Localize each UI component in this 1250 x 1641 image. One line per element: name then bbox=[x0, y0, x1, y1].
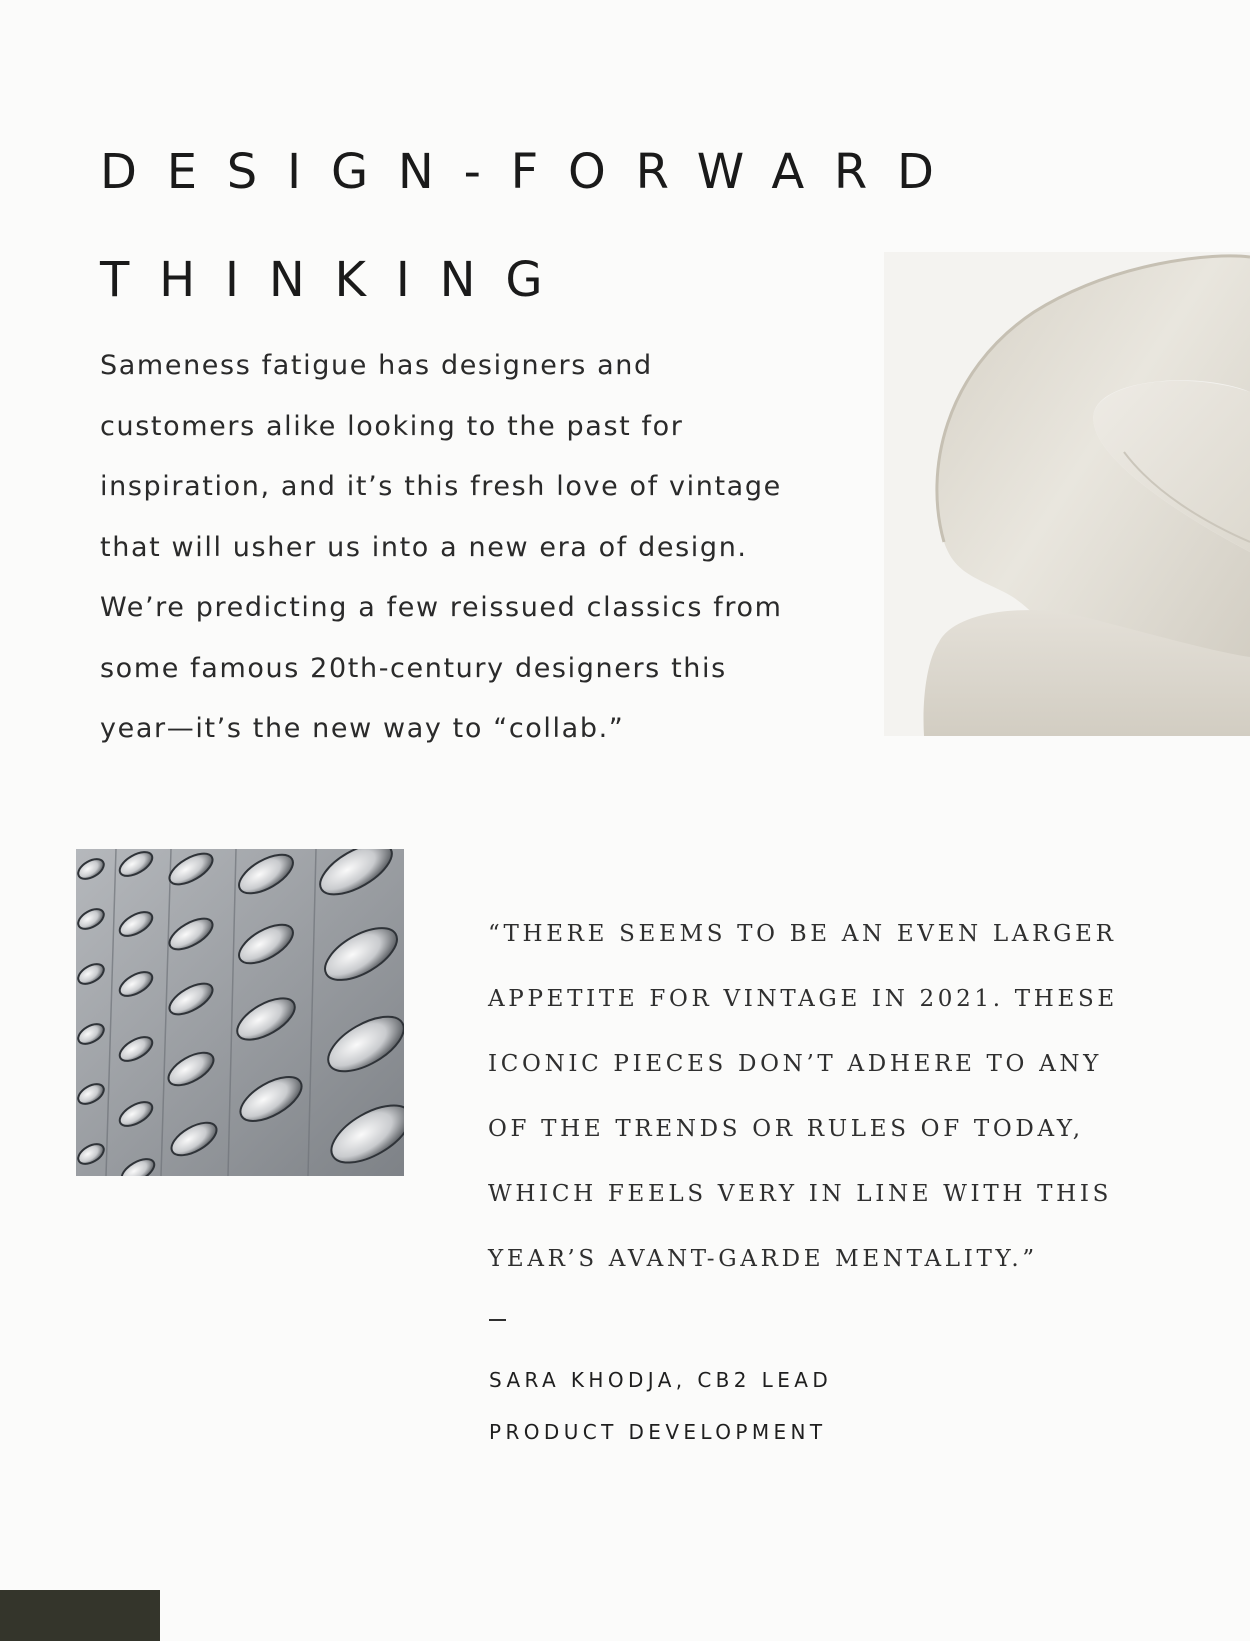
attribution-line: PRODUCT DEVELOPMENT bbox=[489, 1420, 827, 1444]
quote-line: WHICH FEELS VERY IN LINE WITH THIS bbox=[488, 1181, 1113, 1207]
quote-line: OF THE TRENDS OR RULES OF TODAY, bbox=[488, 1116, 1084, 1142]
body-line: Sameness fatigue has designers and bbox=[100, 350, 653, 381]
body-line: some famous 20th-century designers this bbox=[100, 652, 727, 684]
quote-line: ICONIC PIECES DON’T ADHERE TO ANY bbox=[488, 1051, 1103, 1077]
headline-line: THINKING bbox=[100, 252, 573, 308]
attribution-line: SARA KHODJA, CB2 LEAD bbox=[489, 1368, 833, 1392]
body-line: year—it’s the new way to “collab.” bbox=[100, 713, 625, 744]
attribution-dash bbox=[489, 1319, 506, 1321]
facade-photo bbox=[76, 849, 404, 1176]
quote-attribution bbox=[489, 1354, 832, 1458]
body-line: We’re predicting a few reissued classics from bbox=[100, 592, 783, 623]
headline-line: DESIGN-FORWARD bbox=[100, 144, 964, 200]
facade-illustration bbox=[76, 849, 404, 1176]
corner-color-block bbox=[0, 1590, 160, 1641]
chair-illustration bbox=[884, 252, 1250, 736]
body-line: inspiration, and it’s this fresh love of vintage bbox=[100, 471, 782, 502]
quote-line: YEAR’S AVANT-GARDE MENTALITY.” bbox=[488, 1246, 1038, 1272]
body-paragraph bbox=[100, 336, 860, 760]
pull-quote bbox=[488, 902, 1228, 1292]
body-line: customers alike looking to the past for bbox=[100, 410, 684, 442]
body-line: that will usher us into a new era of design. bbox=[100, 531, 748, 563]
quote-line: “THERE SEEMS TO BE AN EVEN LARGER bbox=[488, 921, 1117, 947]
quote-line: APPETITE FOR VINTAGE IN 2021. THESE bbox=[488, 986, 1118, 1012]
chair-photo bbox=[884, 252, 1250, 736]
headline bbox=[100, 118, 964, 334]
